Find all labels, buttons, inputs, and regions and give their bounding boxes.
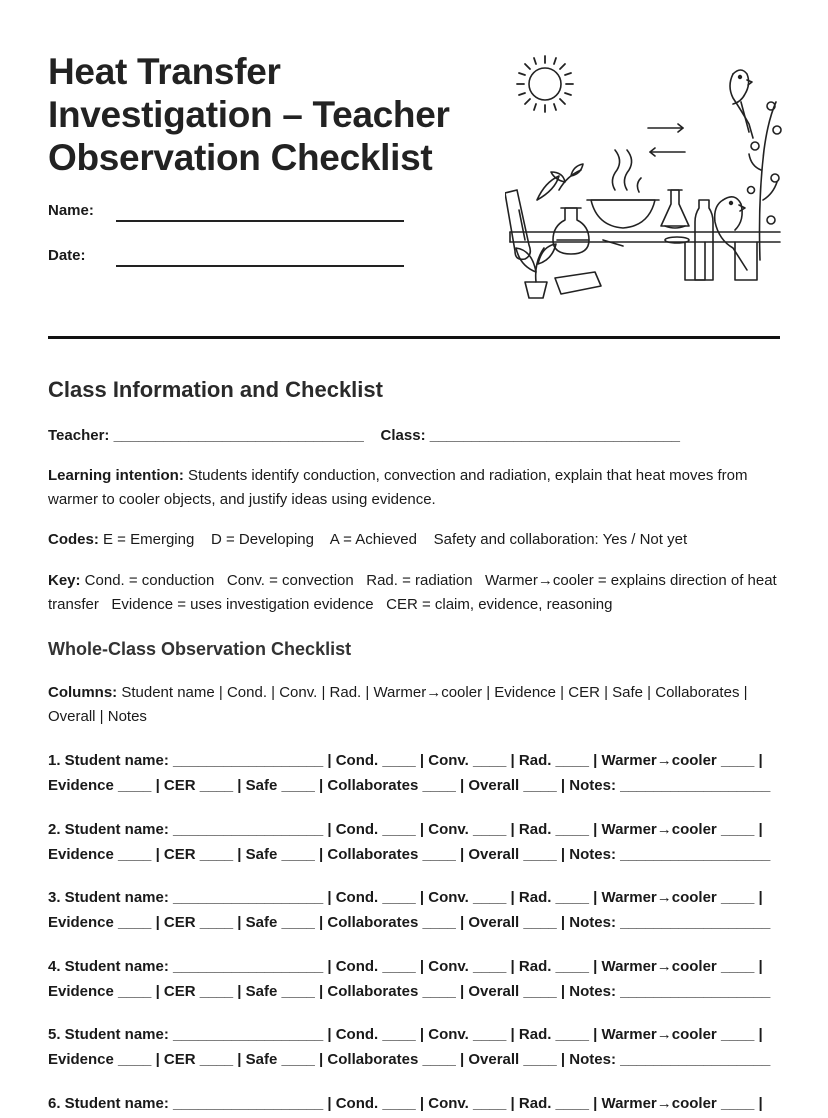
key-label: Key: — [48, 572, 81, 589]
bottle-icon — [695, 200, 713, 280]
codes-text: E = Emerging D = Developing A = Achieved Safety and collaboration: Yes / Not yet — [98, 531, 688, 548]
beaker-icon — [553, 208, 589, 254]
branch-icon — [748, 102, 782, 260]
sprig-icon — [537, 164, 583, 200]
learning-intention-label: Learning intention: — [48, 467, 184, 484]
notepad-icon — [555, 240, 623, 294]
date-field — [48, 247, 86, 264]
arrow-right-icon — [648, 124, 683, 132]
columns-line — [48, 681, 783, 729]
learning-intention — [48, 464, 783, 512]
name-field — [48, 202, 94, 219]
date-label: Date: — [48, 247, 86, 264]
student-row[interactable]: 6. Student name: __________________ | Cond. ____ | Conv. ____ | Rad. ____ | Warmer→cooler ____ | — [48, 1095, 763, 1112]
lab-illustration — [505, 50, 785, 305]
header-divider — [48, 336, 780, 339]
codes-label: Codes: — [48, 531, 99, 548]
bowl-icon — [587, 150, 659, 228]
student-row[interactable]: 4. Student name: __________________ | Cond. ____ | Conv. ____ | Rad. ____ | Warmer→cooler ____ | Evidence ____ | CER ____ | Safe ____ | Collaborates ____ | Overall ____ | Notes: __________________ — [48, 958, 771, 1000]
section-title: Class Information and Checklist — [48, 377, 383, 402]
flask-icon — [661, 190, 689, 228]
teacher-blank[interactable]: ______________________________ — [113, 427, 364, 444]
teacher-label: Teacher: — [48, 427, 110, 444]
name-label: Name: — [48, 202, 94, 219]
class-blank[interactable]: ______________________________ — [429, 427, 681, 444]
arrow-left-icon — [650, 148, 685, 156]
class-label: Class: — [380, 427, 426, 444]
bird-top-icon — [730, 70, 753, 138]
bird-bottom-icon — [715, 197, 747, 270]
name-line[interactable] — [116, 220, 404, 222]
date-line[interactable] — [116, 265, 404, 267]
key-line — [48, 569, 783, 617]
columns-label: Columns: — [48, 684, 118, 701]
sun-icon — [517, 56, 573, 112]
columns-text: Student name | Cond. | Conv. | Rad. | Warmer→cooler | Evidence | CER | Safe | Collaborates | Overall | Notes — [48, 684, 748, 725]
student-row[interactable]: 2. Student name: __________________ | Cond. ____ | Conv. ____ | Rad. ____ | Warmer→cooler ____ | Evidence ____ | CER ____ | Safe ____ | Collaborates ____ | Overall ____ | Notes: __________________ — [48, 821, 771, 863]
plant-icon — [516, 244, 556, 298]
codes-line — [48, 528, 783, 552]
key-text: Cond. = conduction Conv. = convection Rad. = radiation Warmer→cooler = explains direction of heat transfer Evidence = uses investigation evidence CER = claim, evidence, reasoning — [48, 572, 781, 613]
student-row[interactable]: 5. Student name: __________________ | Cond. ____ | Conv. ____ | Rad. ____ | Warmer→cooler ____ | Evidence ____ | CER ____ | Safe ____ | Collaborates ____ | Overall ____ | Notes: __________________ — [48, 1026, 771, 1068]
student-row[interactable]: 3. Student name: __________________ | Cond. ____ | Conv. ____ | Rad. ____ | Warmer→cooler ____ | Evidence ____ | CER ____ | Safe ____ | Collaborates ____ | Overall ____ | Notes: __________________ — [48, 889, 771, 931]
learning-intention-text: Students identify conduction, convection and radiation, explain that heat moves from warmer to cooler objects, and justify ideas using evidence. — [48, 467, 748, 508]
student-row[interactable]: 1. Student name: __________________ | Cond. ____ | Conv. ____ | Rad. ____ | Warmer→cooler ____ | Evidence ____ | CER ____ | Safe ____ | Collaborates ____ | Overall ____ | Notes: __________________ — [48, 752, 771, 794]
page-title: Heat Transfer Investigation – Teacher Observation Checklist — [48, 51, 450, 178]
checklist-title: Whole-Class Observation Checklist — [48, 639, 352, 659]
class-info-line — [48, 424, 783, 448]
